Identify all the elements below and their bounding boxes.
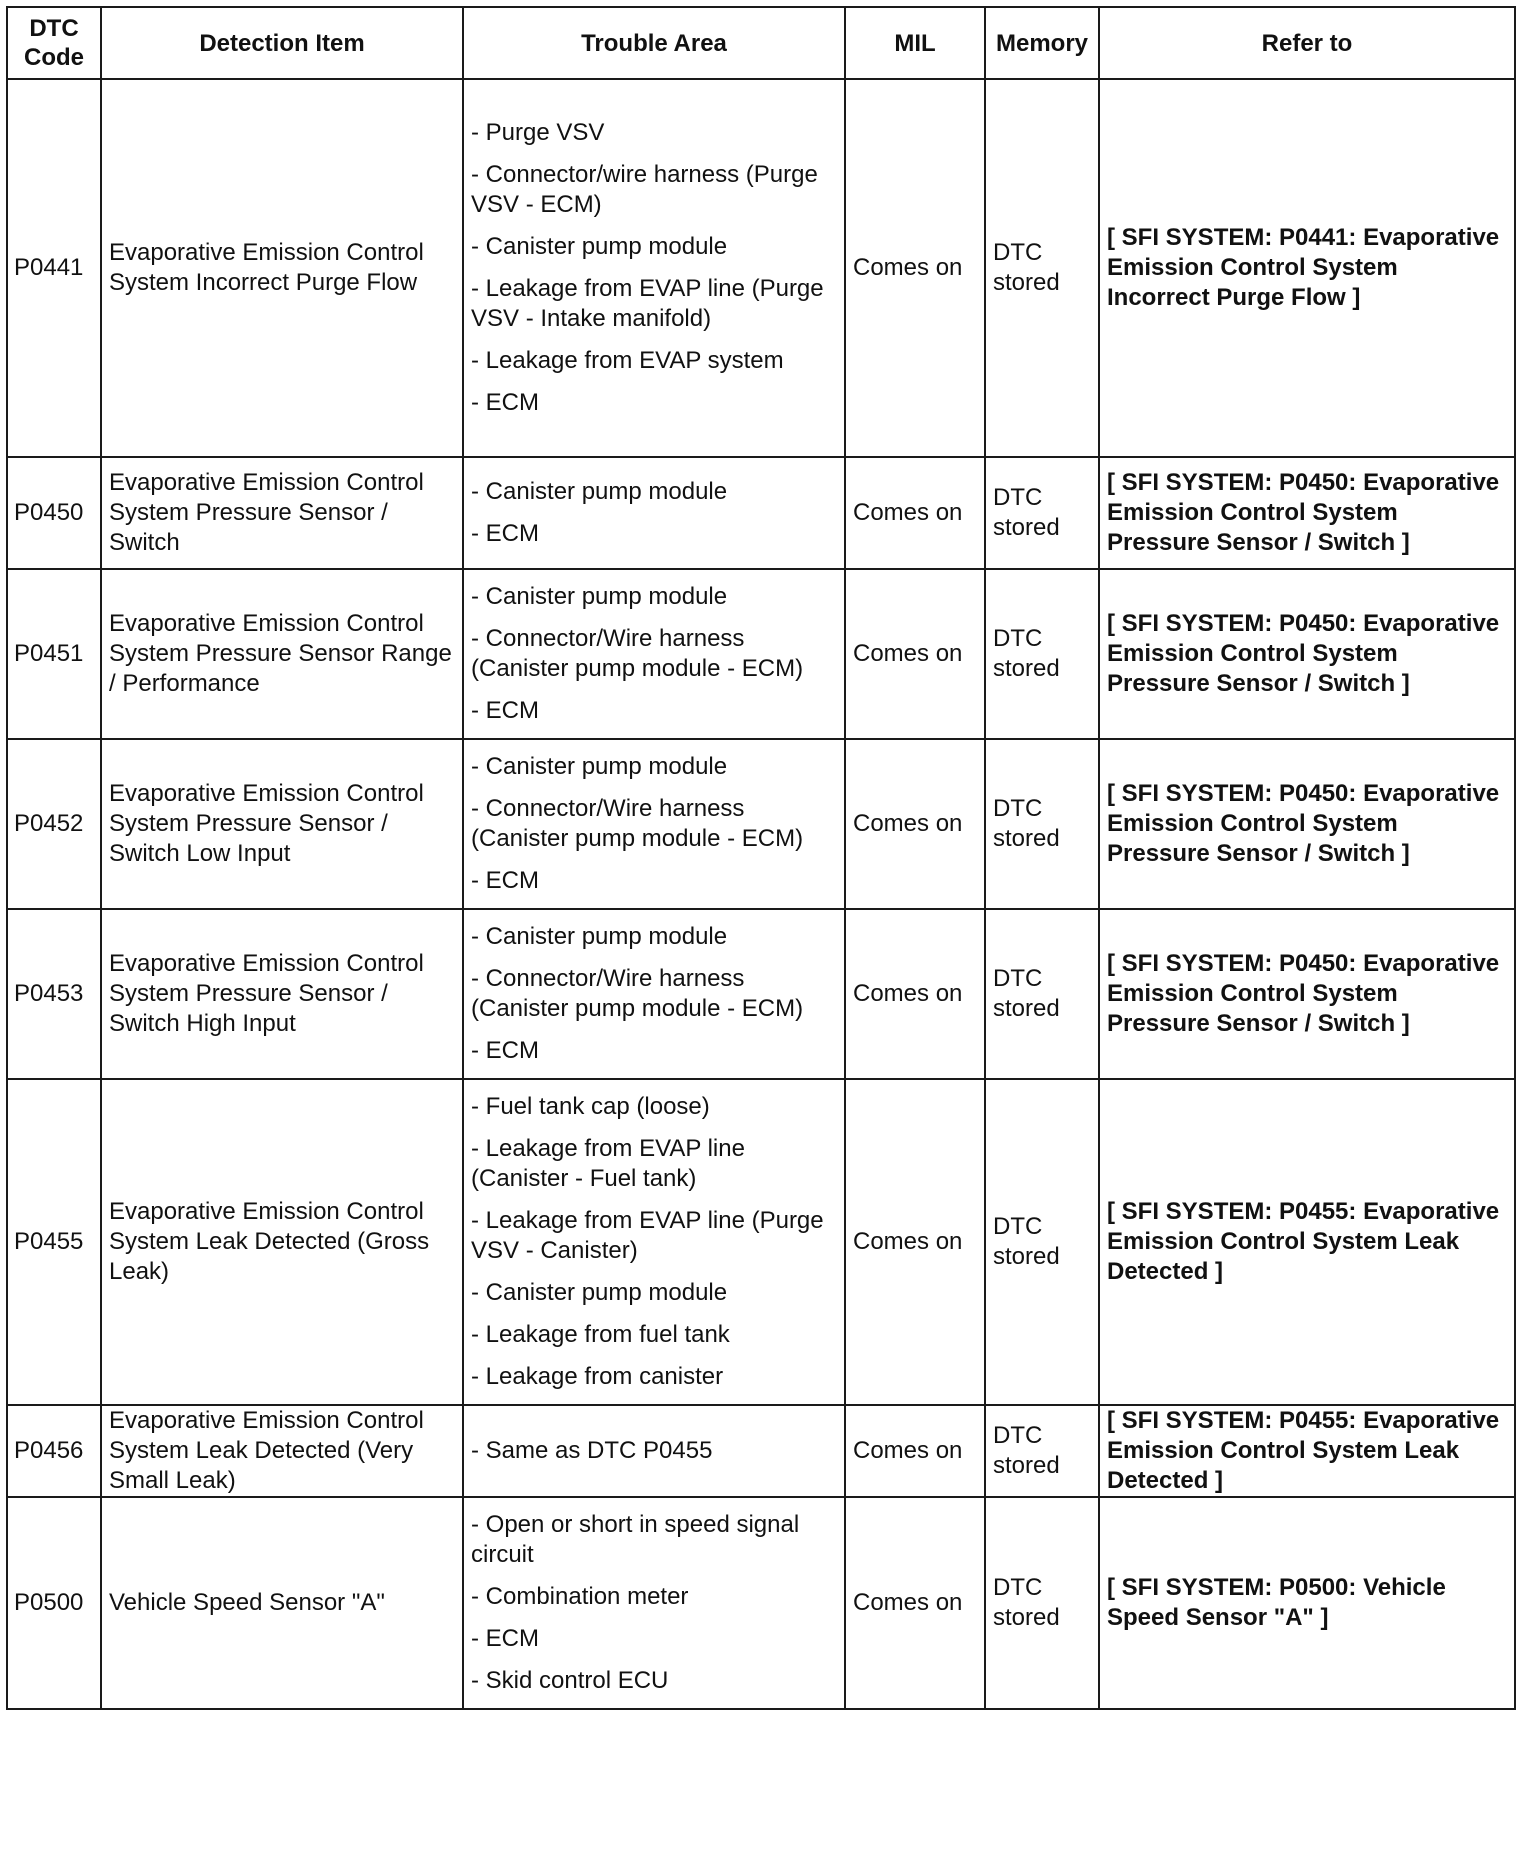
trouble-area-item: - Combination meter <box>471 1583 689 1610</box>
trouble-area-item: - Canister pump module <box>471 233 728 260</box>
trouble-area-list <box>471 118 837 418</box>
memory-status: DTC stored <box>985 1405 1099 1497</box>
header-dtc-code: DTC Code <box>7 7 101 79</box>
dtc-code: P0452 <box>7 739 101 909</box>
detection-item: Evaporative Emission Control System Pressure Sensor / Switch High Input <box>101 909 463 1079</box>
mil-status: Comes on <box>845 739 985 909</box>
header-refer-to: Refer to <box>1099 7 1515 79</box>
trouble-area-item: - Open or short in speed signal circuit <box>471 1511 800 1568</box>
trouble-area-item: - Connector/Wire harness (Canister pump module - ECM) <box>471 965 804 1022</box>
trouble-area-item: - Leakage from EVAP line (Purge VSV - Canister) <box>471 1207 824 1264</box>
trouble-area-list <box>471 922 837 1066</box>
refer-to: [ SFI SYSTEM: P0455: Evaporative Emission Control System Leak Detected ] <box>1099 1405 1515 1497</box>
trouble-area-item: - Skid control ECU <box>471 1667 669 1694</box>
memory-status: DTC stored <box>985 739 1099 909</box>
detection-item: Evaporative Emission Control System Leak Detected (Gross Leak) <box>101 1079 463 1405</box>
table-row <box>7 457 1515 569</box>
mil-status: Comes on <box>845 457 985 569</box>
detection-item: Evaporative Emission Control System Pressure Sensor / Switch Low Input <box>101 739 463 909</box>
mil-status: Comes on <box>845 1405 985 1497</box>
dtc-code: P0450 <box>7 457 101 569</box>
refer-to: [ SFI SYSTEM: P0455: Evaporative Emission Control System Leak Detected ] <box>1099 1079 1515 1405</box>
mil-status: Comes on <box>845 1497 985 1709</box>
header-mil: MIL <box>845 7 985 79</box>
trouble-area-item: - Leakage from EVAP line (Canister - Fuel tank) <box>471 1135 745 1192</box>
refer-to: [ SFI SYSTEM: P0450: Evaporative Emission Control System Pressure Sensor / Switch ] <box>1099 909 1515 1079</box>
trouble-area-item: - Leakage from EVAP line (Purge VSV - Intake manifold) <box>471 275 824 332</box>
table-row <box>7 739 1515 909</box>
refer-to: [ SFI SYSTEM: P0450: Evaporative Emission Control System Pressure Sensor / Switch ] <box>1099 457 1515 569</box>
trouble-area-list <box>471 477 837 549</box>
trouble-area-item: - ECM <box>471 389 539 416</box>
trouble-area-item: - Fuel tank cap (loose) <box>471 1093 710 1120</box>
table-row <box>7 909 1515 1079</box>
trouble-area-item: - ECM <box>471 1625 539 1652</box>
dtc-code: P0451 <box>7 569 101 739</box>
trouble-area-item: - Connector/wire harness (Purge VSV - ECM) <box>471 161 818 218</box>
mil-status: Comes on <box>845 79 985 457</box>
trouble-area-list <box>471 1436 837 1466</box>
mil-status: Comes on <box>845 1079 985 1405</box>
detection-item: Evaporative Emission Control System Pressure Sensor / Switch <box>101 457 463 569</box>
dtc-code: P0453 <box>7 909 101 1079</box>
header-detection-item: Detection Item <box>101 7 463 79</box>
dtc-code: P0456 <box>7 1405 101 1497</box>
trouble-area-item: - ECM <box>471 520 539 547</box>
detection-item: Evaporative Emission Control System Pressure Sensor Range / Performance <box>101 569 463 739</box>
memory-status: DTC stored <box>985 909 1099 1079</box>
memory-status: DTC stored <box>985 1497 1099 1709</box>
refer-to: [ SFI SYSTEM: P0450: Evaporative Emission Control System Pressure Sensor / Switch ] <box>1099 569 1515 739</box>
trouble-area-item: - Leakage from fuel tank <box>471 1321 730 1348</box>
header-trouble-area: Trouble Area <box>463 7 845 79</box>
trouble-area-item: - Leakage from canister <box>471 1363 724 1390</box>
dtc-code: P0500 <box>7 1497 101 1709</box>
trouble-area-item: - Canister pump module <box>471 923 728 950</box>
trouble-area-list <box>471 582 837 726</box>
trouble-area <box>463 1497 845 1709</box>
trouble-area-item: - Canister pump module <box>471 1279 728 1306</box>
trouble-area-item: - Connector/Wire harness (Canister pump module - ECM) <box>471 625 804 682</box>
trouble-area <box>463 739 845 909</box>
memory-status: DTC stored <box>985 79 1099 457</box>
refer-to: [ SFI SYSTEM: P0450: Evaporative Emission Control System Pressure Sensor / Switch ] <box>1099 739 1515 909</box>
dtc-code: P0455 <box>7 1079 101 1405</box>
detection-item: Vehicle Speed Sensor "A" <box>101 1497 463 1709</box>
trouble-area <box>463 457 845 569</box>
table-row <box>7 1405 1515 1497</box>
table-body <box>7 79 1515 1709</box>
memory-status: DTC stored <box>985 457 1099 569</box>
trouble-area-item: - Purge VSV <box>471 119 605 146</box>
mil-status: Comes on <box>845 569 985 739</box>
detection-item: Evaporative Emission Control System Leak Detected (Very Small Leak) <box>101 1405 463 1497</box>
trouble-area-list <box>471 1510 837 1696</box>
memory-status: DTC stored <box>985 1079 1099 1405</box>
trouble-area-item: - Canister pump module <box>471 583 728 610</box>
header-memory: Memory <box>985 7 1099 79</box>
dtc-table <box>6 6 1516 1710</box>
table-row <box>7 1497 1515 1709</box>
table-header <box>7 7 1515 79</box>
trouble-area-item: - ECM <box>471 697 539 724</box>
trouble-area-item: - Leakage from EVAP system <box>471 347 784 374</box>
trouble-area-item: - ECM <box>471 867 539 894</box>
trouble-area-item: - Canister pump module <box>471 753 728 780</box>
header-row <box>7 7 1515 79</box>
trouble-area-list <box>471 752 837 896</box>
trouble-area <box>463 1079 845 1405</box>
trouble-area-list <box>471 1092 837 1392</box>
trouble-area-item: - Same as DTC P0455 <box>471 1437 713 1464</box>
detection-item: Evaporative Emission Control System Incorrect Purge Flow <box>101 79 463 457</box>
trouble-area <box>463 1405 845 1497</box>
trouble-area <box>463 79 845 457</box>
memory-status: DTC stored <box>985 569 1099 739</box>
trouble-area <box>463 909 845 1079</box>
refer-to: [ SFI SYSTEM: P0441: Evaporative Emission Control System Incorrect Purge Flow ] <box>1099 79 1515 457</box>
trouble-area-item: - Canister pump module <box>471 478 728 505</box>
mil-status: Comes on <box>845 909 985 1079</box>
table-row <box>7 79 1515 457</box>
table-row <box>7 1079 1515 1405</box>
refer-to: [ SFI SYSTEM: P0500: Vehicle Speed Sensor "A" ] <box>1099 1497 1515 1709</box>
table-row <box>7 569 1515 739</box>
trouble-area <box>463 569 845 739</box>
trouble-area-item: - ECM <box>471 1037 539 1064</box>
trouble-area-item: - Connector/Wire harness (Canister pump module - ECM) <box>471 795 804 852</box>
dtc-code: P0441 <box>7 79 101 457</box>
